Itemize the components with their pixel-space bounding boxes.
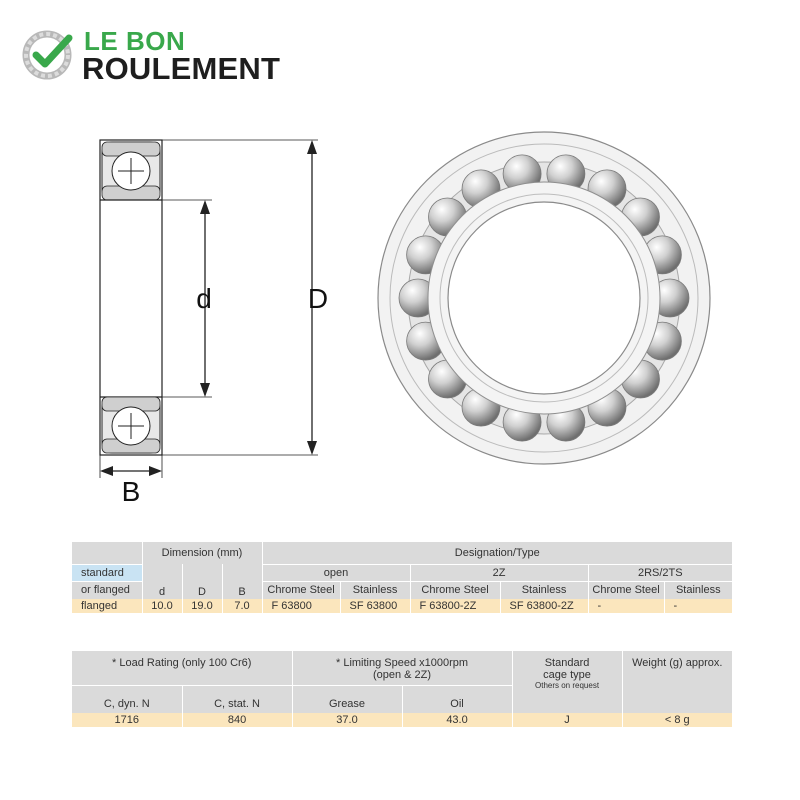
dimension-designation-table [72,542,732,613]
front-view-bearing [378,132,710,464]
cell-open-stainless: SF 63800 [340,599,410,613]
bottom-ball-section [100,397,162,453]
label-standard: standard [72,564,142,581]
header-load-rating: * Load Rating (only 100 Cr6) [72,651,292,685]
cell-grease: 37.0 [292,713,402,727]
header-cage-note: Others on request [535,681,600,690]
header-2z-chrome: Chrome Steel [410,581,500,599]
cell-B: 7.0 [222,599,262,613]
header-c-dyn: C, dyn. N [72,685,182,713]
header-open-chrome: Chrome Steel [262,581,340,599]
cell-open-chrome: F 63800 [262,599,340,613]
cell-2rs-chrome: - [588,599,664,613]
header-2rs-chrome: Chrome Steel [588,581,664,599]
header-oil: Oil [402,685,512,713]
cell-c-dyn: 1716 [72,713,182,727]
header-cage-line2: cage type [543,669,591,681]
header-limiting-speed-title: * Limiting Speed x1000rpm [335,657,469,669]
cell-2rs-stainless: - [664,599,732,613]
header-c-stat: C, stat. N [182,685,292,713]
logo-text-line2: ROULEMENT [82,51,281,86]
header-cage-type [512,651,622,713]
table-row [72,599,732,613]
header-open-stainless: Stainless [340,581,410,599]
header-limiting-speed [292,651,512,685]
dim-label-d: d [196,283,212,314]
header-d: d [142,564,182,599]
cell-2z-chrome: F 63800-2Z [410,599,500,613]
cell-type: flanged [72,599,142,613]
cross-section-view [100,140,328,507]
top-ball-section [100,142,162,200]
cell-2z-stainless: SF 63800-2Z [500,599,588,613]
header-open: open [262,564,410,581]
dim-label-B: B [121,476,141,507]
logo-text-line1: LE BON [84,26,186,56]
header-grease: Grease [292,685,402,713]
header-2rs: 2RS/2TS [588,564,732,581]
table-row [72,713,732,727]
header-2z: 2Z [410,564,588,581]
header-D: D [182,564,222,599]
cell-D: 19.0 [182,599,222,613]
load-rating-table [72,651,732,727]
header-dimension: Dimension (mm) [142,542,262,564]
header-2rs-stainless: Stainless [664,581,732,599]
header-limiting-speed-sub: (open & 2Z) [372,669,432,681]
cell-weight: < 8 g [622,713,732,727]
header-designation: Designation/Type [262,542,732,564]
header-2z-stainless: Stainless [500,581,588,599]
cell-cage: J [512,713,622,727]
header-weight: Weight (g) approx. [622,651,732,713]
header-B: B [222,564,262,599]
cell-c-stat: 840 [182,713,292,727]
dim-label-D: D [307,283,329,314]
cell-oil: 43.0 [402,713,512,727]
cell-d: 10.0 [142,599,182,613]
label-or-flanged: or flanged [72,581,142,599]
header-cage-line1: Standard [544,657,590,669]
